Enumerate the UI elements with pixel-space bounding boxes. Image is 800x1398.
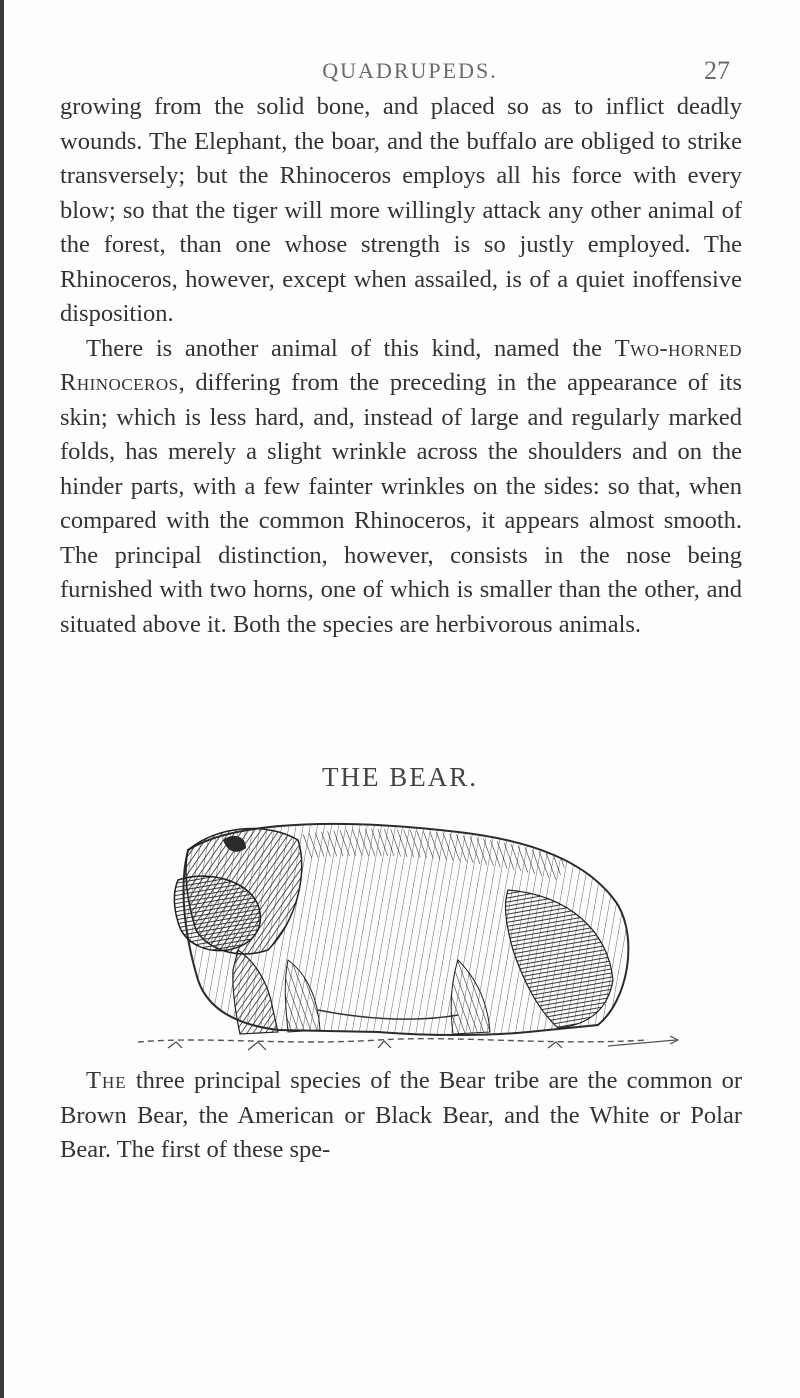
section-heading: THE BEAR. — [322, 762, 478, 792]
paragraph-rhinoceros: growing from the solid bone, and placed so as to inflict deadly wounds. The Elephant, the boar, and the buffalo are obliged to strike transversely; but the Rhinoceros employs all his force with every blow; so that the tiger will more willingly attack any other animal of the forest, than one whose strength is so justly employed. The Rhinoceros, however, except when assailed, is of a quiet inoffensive disposition. — [60, 93, 742, 327]
paragraph-two-horned-rest: , differing from the preceding in the appearance of its skin; which is less hard, and, instead of large and regularly marked folds, has merely a slight wrinkle across the shoulders and on the hinder parts, with a few fainter wrinkles on the sides: so that, when compared with the common Rhinoceros, it appears almost smooth. The principal distinction, however, consists in the nose being furnished with two horns, one of which is smaller than the other, and situated above it. Both the species are herbivorous animals. — [60, 369, 742, 638]
paragraph-lead-word: The — [86, 1067, 127, 1094]
page-number: 27 — [704, 56, 730, 85]
paragraph-two-horned — [60, 332, 742, 643]
body-text-bottom — [60, 1064, 742, 1168]
ground-tufts — [168, 1041, 562, 1050]
ground-line — [138, 1039, 648, 1042]
two-horned-rhinoceros-name: Two-horned Rhinoceros — [60, 334, 742, 396]
running-title: QUADRUPEDS. — [322, 58, 498, 83]
paragraph-two-horned-lead: There is another animal of this kind, named the — [86, 334, 615, 362]
paragraph-bear-species — [60, 1064, 742, 1168]
paragraph-bear-species-text: three principal species of the Bear tribe are the common or Brown Bear, the American or Black Bear, and the White or Polar Bear. The first of these spe- — [60, 1067, 742, 1163]
running-head — [90, 58, 730, 88]
page-edge-shadow — [0, 0, 4, 1398]
bear-illustration — [128, 810, 688, 1060]
bear-engraving-svg — [128, 810, 688, 1060]
body-text-top — [60, 90, 742, 642]
